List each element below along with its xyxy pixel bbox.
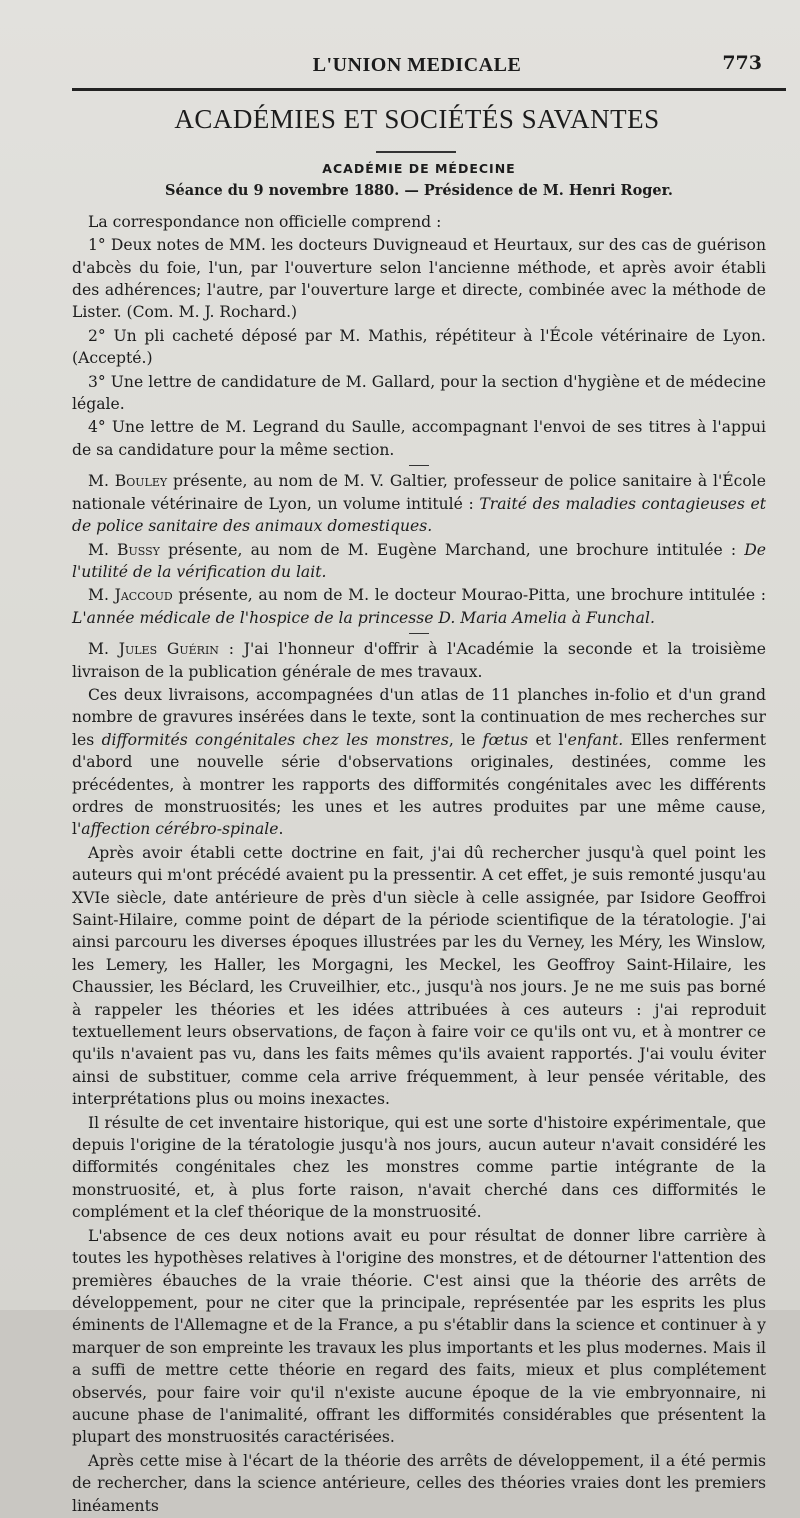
- paragraph: [72, 638, 766, 683]
- italic-text: difformités congénitales chez les monstres: [101, 730, 449, 749]
- paragraph: L'absence de ces deux notions avait eu pour résultat de donner libre carrière à toutes les hypothèses relatives à l'origine des monstres, et de détourner l'attention des premières ébauches de la vraie théorie. C'est ainsi que la théorie des arrêts de développement, pour ne citer que la principale, représentée par les esprits les plus éminents de l'Allemagne et de la France, a pu s'établir dans la science et continuer à y marquer de son empreinte les travaux les plus importants et les plus modernes. Mais il a suffi de mettre cette théorie en regard des faits, mieux et plus complétement observés, pour faire voir qu'il n'existe aucune époque de la vie embryonnaire, ni aucune phase de l'animalité, offrant les difformités considérables que présentent la plupart des monstruosités caractérisées.: [72, 1226, 766, 1447]
- separator-dash: [409, 465, 429, 466]
- article-body: [72, 156, 766, 1518]
- speaker-name: M. Bussy: [88, 540, 160, 559]
- running-title: L'UNION MEDICALE: [312, 53, 522, 76]
- speaker-name: M. Jaccoud: [88, 586, 173, 605]
- book-title: L'année médicale de l'hospice de la princesse D. Maria Amelia à Funchal.: [72, 608, 655, 627]
- italic-text: fœtus: [482, 730, 529, 749]
- paragraph: 4° Une lettre de M. Legrand du Saulle, accompagnant l'envoi de ses titres à l'appui de sa candidature pour la même section.: [72, 418, 766, 459]
- speaker-name: M. Jules Guérin: [88, 640, 219, 659]
- italic-text: affection cérébro-spinale: [81, 820, 279, 839]
- paragraph-text: présente, au nom de M. le docteur Mourao-Pitta, une brochure intitulée :: [172, 586, 766, 605]
- paragraph-text: présente, au nom de M. Eugène Marchand, une brochure intitulée :: [159, 540, 745, 559]
- paragraph: [72, 584, 766, 629]
- academy-heading: ACADÉMIE DE MÉDECINE: [322, 161, 516, 176]
- paragraph: 2° Un pli cacheté déposé par M. Mathis, répétiteur à l'École vétérinaire de Lyon. (Accepté.): [72, 326, 766, 368]
- paragraph: 1° Deux notes de MM. les docteurs Duvigneaud et Heurtaux, sur des cas de guérison d'abcès du foie, l'un, par l'ouverture selon l'ancienne méthode, et après avoir établi des adhérences; l'autre, par l'ouverture large et directe, combinée avec la méthode de Lister. (Com. M. J. Rochard.): [72, 236, 766, 322]
- paragraph-text: .: [278, 820, 284, 839]
- paragraph: 3° Une lettre de candidature de M. Gallard, pour la section d'hygiène et de médecine légale.: [72, 372, 766, 414]
- book-title: Traité des maladies contagieuses et de police sanitaire des animaux domestiques.: [72, 494, 766, 536]
- paragraph-text: : J'ai l'honneur d'offrir à l'Académie la seconde et la troisième livraison de la publication générale de mes travaux.: [72, 640, 766, 681]
- paragraph-text: et l': [528, 730, 568, 749]
- speaker-name: M. Bouley: [88, 472, 168, 491]
- paragraph: [72, 539, 766, 584]
- paragraph: Il résulte de cet inventaire historique, qui est une sorte d'histoire expérimentale, que depuis l'origine de la tératologie jusqu'à nos jours, aucun auteur n'avait considéré les difformités congénitales chez les monstres comme partie intégrante de la monstruosité, et, à plus forte raison, n'avait cherché dans ces difformités le complément et la clef théorique de la monstruosité.: [72, 1113, 766, 1222]
- book-title: De l'utilité de la vérification du lait.: [72, 540, 766, 581]
- paragraph: [72, 684, 766, 841]
- paragraph: Après avoir établi cette doctrine en fait, j'ai dû rechercher jusqu'à quel point les auteurs qui m'ont précédé avaient pu la pressentir. A cet effet, je suis remonté jusqu'au XVIe siècle, date antérieure de près d'un siècle à celle assignée, par Isidore Geoffroi Saint-Hilaire, comme point de départ de la période scientifique de la tératologie. J'ai ainsi parcouru les diverses époques illustrées par les du Verney, les Méry, les Winslow, les Lemery, les Haller, les Morgagni, les Meckel, les Geoffroy Saint-Hilaire, les Chaussier, les Béclard, les Cruveilhier, etc., jusqu'à nos jours. Je ne me suis pas borné à rappeler les théories et les idées attribuées à ces auteurs : j'ai reproduit textuellement leurs observations, de façon à faire voir ce qu'ils ont vu, et à montrer ce qu'ils n'avaient pas vu, dans les faits mêmes qu'ils avaient rapportés. J'ai voulu éviter ainsi de substituer, comme cela arrive fréquemment, à leur pensée véritable, des interprétations plus ou moins inexactes.: [72, 843, 766, 1109]
- section-title: ACADÉMIES ET SOCIÉTÉS SAVANTES: [174, 104, 660, 134]
- separator-dash: [409, 633, 429, 634]
- paragraph: La correspondance non officielle comprend :: [88, 212, 442, 231]
- page-number: 773: [722, 52, 762, 74]
- paragraph-text: présente, au nom de M. V. Galtier, professeur de police sanitaire à l'École nationale vétérinaire de Lyon, un volume intitulé :: [72, 472, 766, 513]
- paragraph: Après cette mise à l'écart de la théorie des arrêts de développement, il a été permis de rechercher, dans la science antérieure, celles des théories vraies dont les premiers linéaments: [72, 1451, 766, 1515]
- title-rule: [376, 151, 456, 153]
- page-header: [72, 48, 762, 82]
- italic-text: enfant.: [567, 730, 624, 749]
- paragraph-text: Elles renferment d'abord une nouvelle série d'observations originales, destinées, comme les précédentes, à montrer les rapports des difformités congénitales avec les différents ordres de monstruosités; les unes et les autres produites par une même cause, l': [72, 730, 766, 839]
- paragraph: [72, 470, 766, 537]
- paragraph-text: , le: [448, 730, 483, 749]
- header-rule: [72, 88, 786, 91]
- session-line: Séance du 9 novembre 1880. — Présidence de M. Henri Roger.: [165, 182, 673, 200]
- paragraph-text: Ces deux livraisons, accompagnées d'un atlas de 11 planches in-folio et d'un grand nombre de gravures insérées dans le texte, sont la continuation de mes recherches sur les: [72, 685, 766, 749]
